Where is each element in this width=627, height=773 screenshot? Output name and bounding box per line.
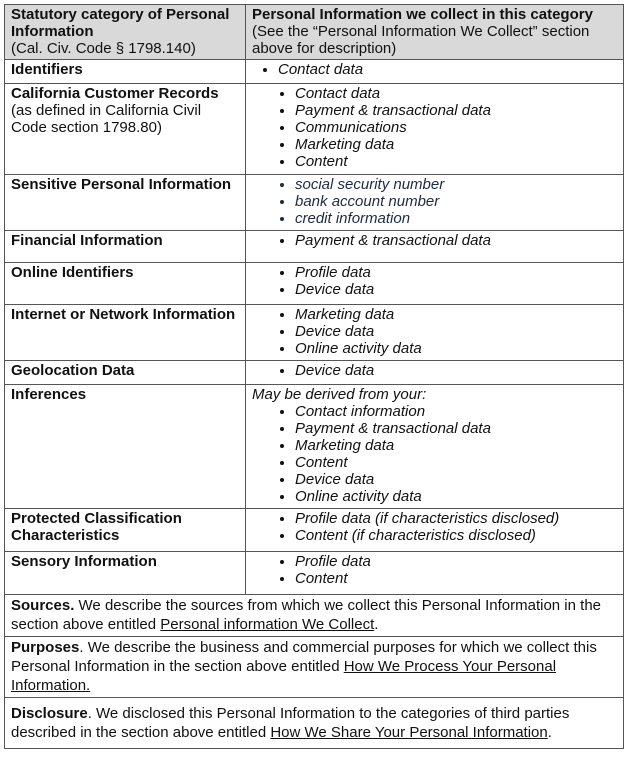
disclosure-label: Disclosure: [11, 705, 88, 722]
purposes-row: [5, 637, 624, 698]
list-item: • Content (if characteristics disclosed): [295, 527, 617, 544]
disclosure-row: [5, 698, 624, 749]
list-item: • Online activity data: [295, 340, 617, 357]
table-row: [5, 231, 624, 263]
category-label: Financial Information: [5, 231, 246, 263]
disclosure-link[interactable]: How We Share Your Personal Information: [270, 724, 548, 741]
list-item: • bank account number: [295, 193, 617, 210]
item-list: [252, 362, 617, 379]
list-item: • Marketing data: [295, 437, 617, 454]
collected-cell: [246, 385, 624, 509]
list-item: • Contact data: [278, 61, 617, 78]
category-label: California Customer Records: [11, 85, 219, 102]
list-item: • Device data: [295, 471, 617, 488]
list-item: • Profile data (if characteristics disclosed): [295, 510, 617, 527]
list-item: • Device data: [295, 323, 617, 340]
category-note: (as defined in California Civil Code section 1798.80): [11, 102, 202, 136]
list-item: • Payment & transactional data: [295, 102, 617, 119]
table-row: [5, 509, 624, 552]
item-list: [252, 510, 617, 544]
disclosure-paragraph: [5, 698, 624, 749]
header-row: [5, 5, 624, 60]
table-row: [5, 552, 624, 595]
list-item: • Content: [295, 153, 617, 170]
list-item: • Device data: [295, 281, 617, 298]
collected-cell: [246, 231, 624, 263]
header-category-title: Statutory category of Personal Information: [11, 6, 230, 40]
category-label: Internet or Network Information: [5, 305, 246, 361]
item-list: [252, 306, 617, 357]
category-label: Inferences: [5, 385, 246, 509]
list-item: • Device data: [295, 362, 617, 379]
sources-end: .: [374, 616, 379, 633]
collected-cell: [246, 263, 624, 305]
header-collected-title: Personal Information we collect in this category: [252, 6, 593, 23]
collected-cell: [246, 509, 624, 552]
sources-text: We describe the sources from which we collect this Personal Information in the section above entitled: [11, 597, 602, 633]
table-row: [5, 385, 624, 509]
list-item: • Profile data: [295, 264, 617, 281]
list-item: • Content: [295, 570, 617, 587]
list-item: • Payment & transactional data: [295, 232, 617, 249]
purposes-paragraph: [5, 637, 624, 698]
sources-label: Sources.: [11, 597, 75, 614]
table-row: [5, 175, 624, 231]
purposes-label: Purposes: [11, 639, 80, 656]
purposes-text: . We describe the business and commercial purposes for which we collect this Personal Information in the section above entitled: [11, 639, 597, 675]
collected-cell: [246, 305, 624, 361]
header-collected-note: (See the “Personal Information We Collect” section above for description): [252, 23, 590, 57]
sources-row: [5, 595, 624, 637]
collected-cell: [246, 552, 624, 595]
header-cell-category: [5, 5, 246, 60]
list-item: • Communications: [295, 119, 617, 136]
table-row: [5, 305, 624, 361]
item-list: [252, 61, 617, 78]
category-label: Geolocation Data: [5, 361, 246, 385]
header-cell-collected: [246, 5, 624, 60]
header-category-note: (Cal. Civ. Code § 1798.140): [11, 40, 196, 57]
purposes-link[interactable]: How We Process Your Personal Information.: [11, 658, 557, 694]
collected-cell: [246, 361, 624, 385]
disclosure-end: .: [547, 724, 552, 741]
table-row: [5, 263, 624, 305]
category-label: Online Identifiers: [5, 263, 246, 305]
list-item: • Online activity data: [295, 488, 617, 505]
category-label: Identifiers: [5, 60, 246, 84]
list-item: • credit information: [295, 210, 617, 227]
disclosure-text: . We disclosed this Personal Information to the categories of third parties described in the section above entitled: [11, 705, 570, 741]
category-label: Sensitive Personal Information: [5, 175, 246, 231]
list-item: • Marketing data: [295, 136, 617, 153]
collected-cell: [246, 84, 624, 175]
list-item: • Contact information: [295, 403, 617, 420]
category-cell: [5, 84, 246, 175]
category-label: Sensory Information: [5, 552, 246, 595]
table-row: [5, 60, 624, 84]
sources-link[interactable]: Personal information We Collect: [160, 616, 375, 633]
item-list: [252, 85, 617, 170]
item-list: [252, 403, 617, 505]
list-item: • Profile data: [295, 553, 617, 570]
list-item: • Marketing data: [295, 306, 617, 323]
table-row: [5, 84, 624, 175]
item-list: [252, 553, 617, 587]
categories-table: [4, 4, 624, 749]
list-item: • Contact data: [295, 85, 617, 102]
inferences-intro: May be derived from your:: [252, 386, 427, 403]
category-label: Protected Classification Characteristics: [5, 509, 246, 552]
list-item: • Payment & transactional data: [295, 420, 617, 437]
sources-paragraph: [5, 595, 624, 637]
table-row: [5, 361, 624, 385]
list-item: • social security number: [295, 176, 617, 193]
item-list: [252, 232, 617, 249]
item-list: [252, 264, 617, 298]
collected-cell: [246, 60, 624, 84]
item-list: [252, 176, 617, 227]
list-item: • Content: [295, 454, 617, 471]
collected-cell: [246, 175, 624, 231]
